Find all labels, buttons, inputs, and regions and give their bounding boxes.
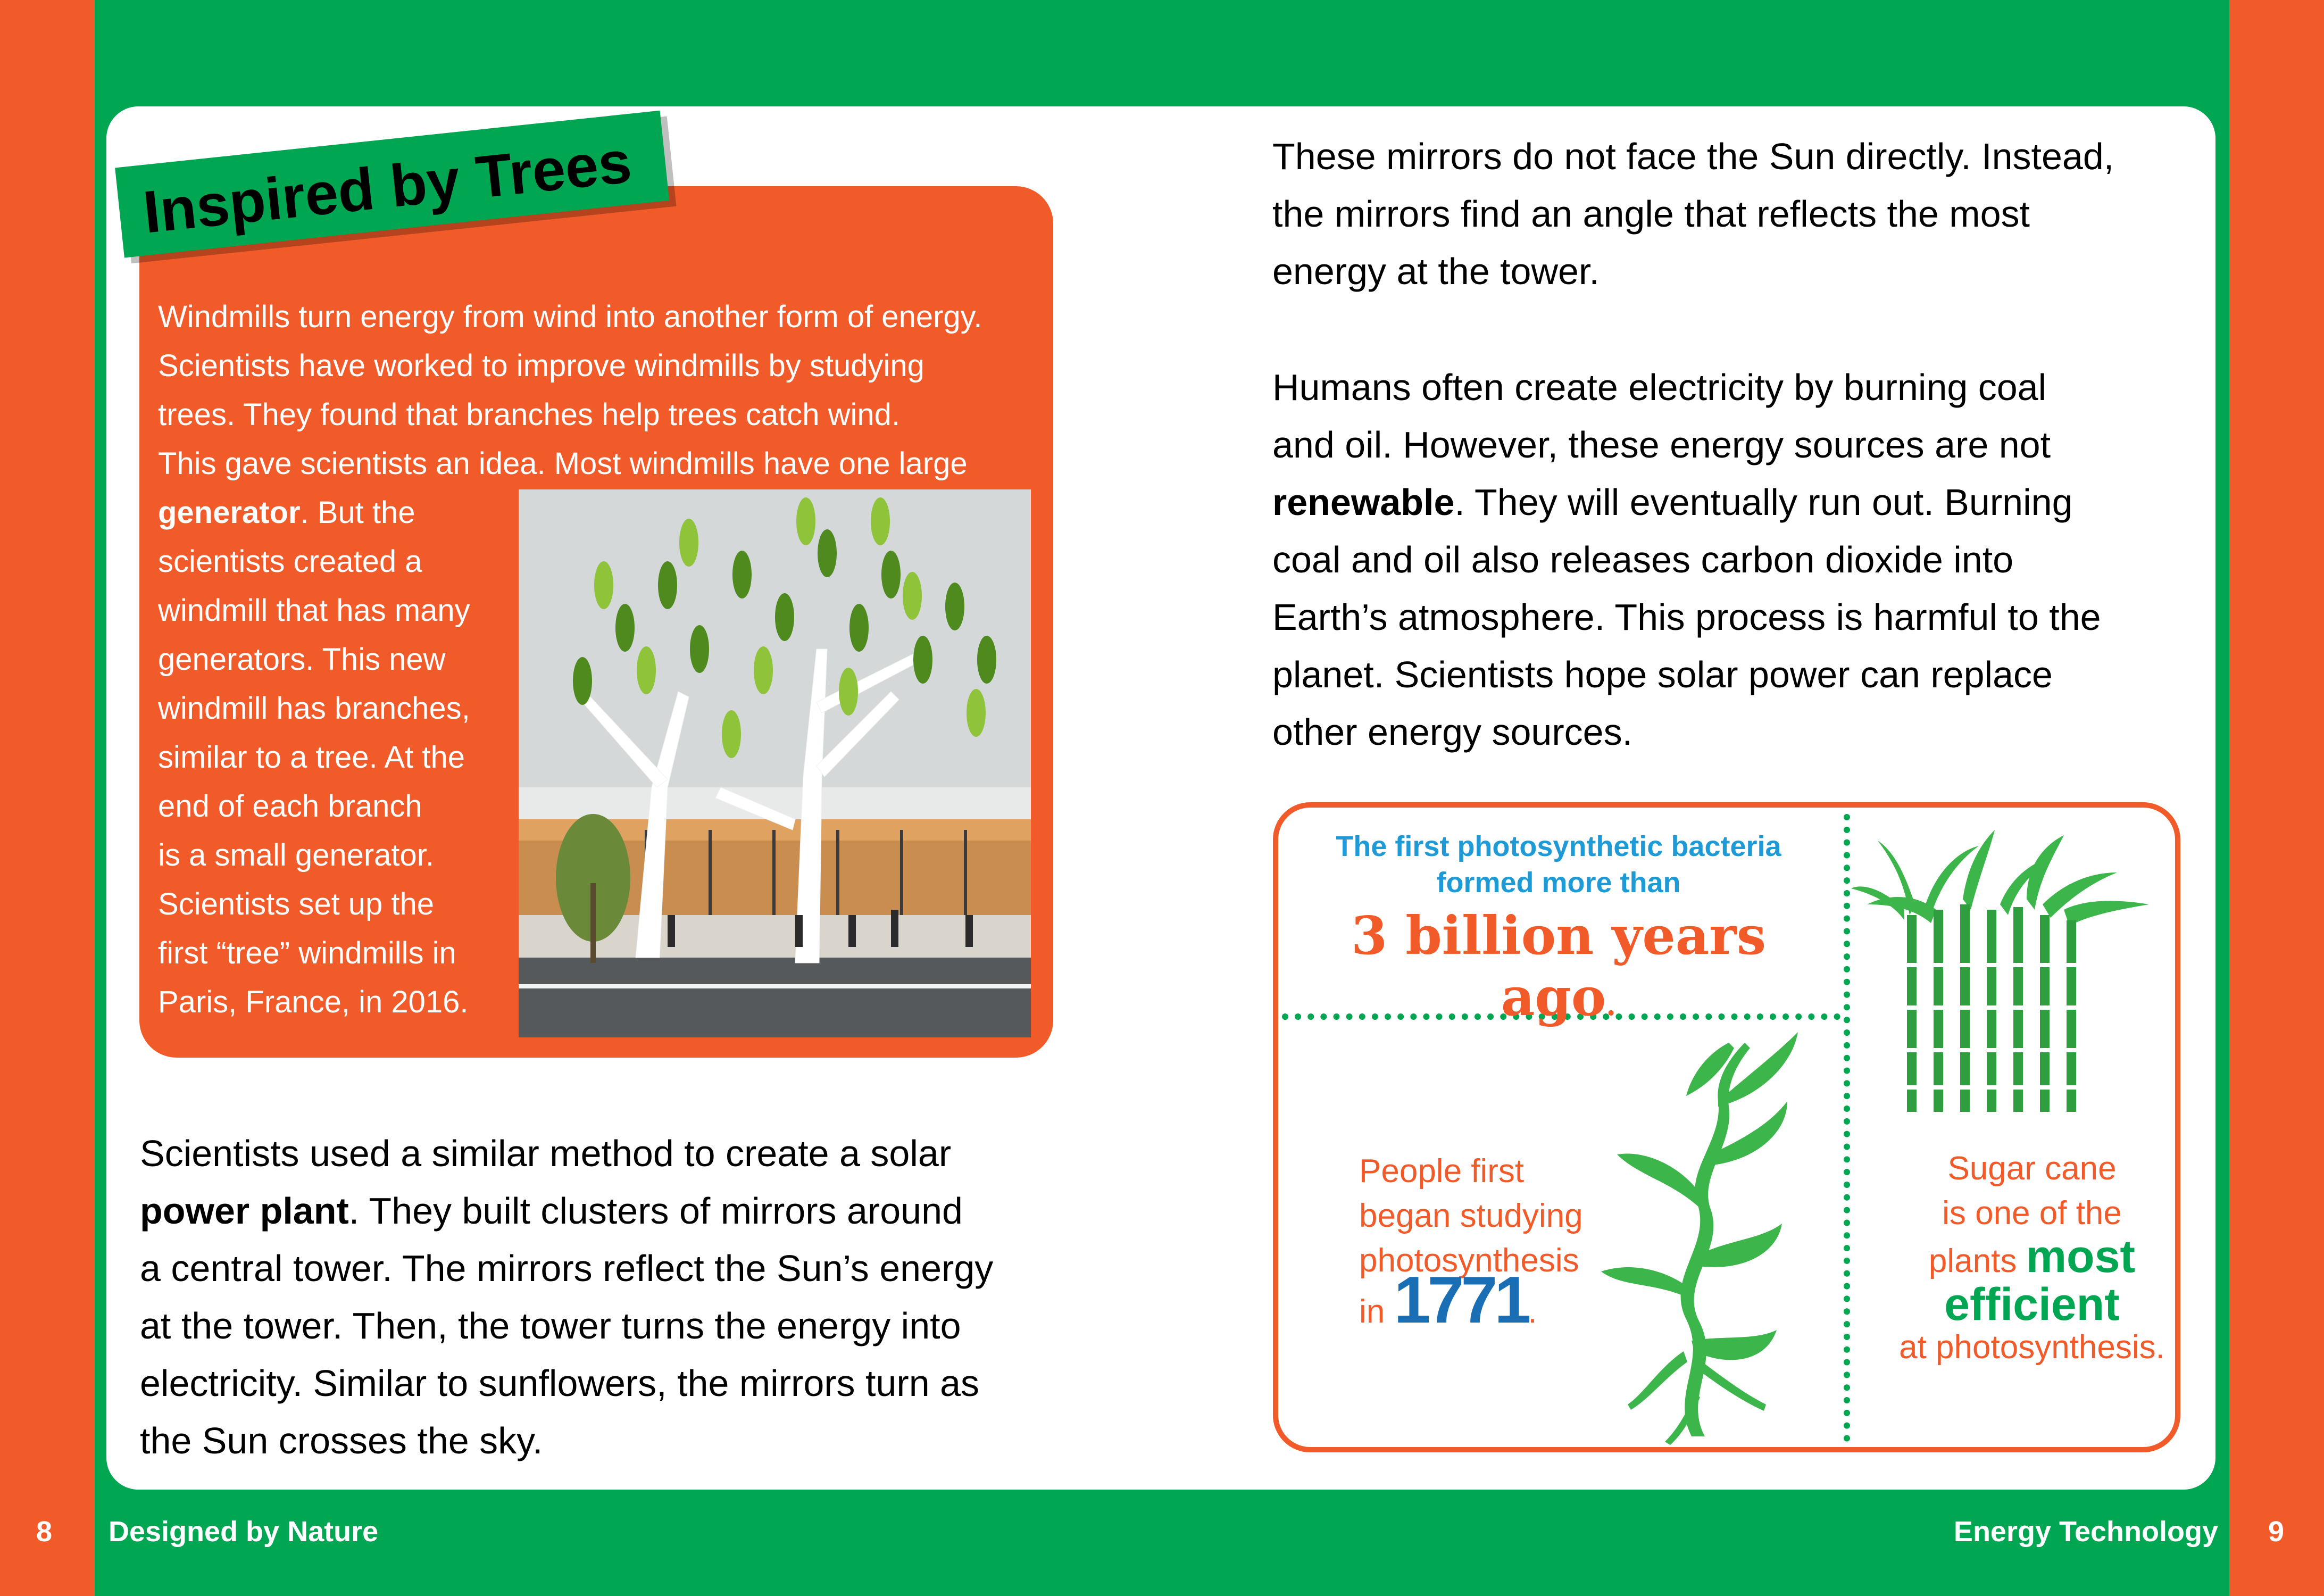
sidebar-line <box>158 488 509 537</box>
sidebar-line: windmill that has many <box>158 593 470 628</box>
body-line: other energy sources. <box>1272 711 1633 753</box>
sidebar-title: Inspired by Trees <box>140 128 635 246</box>
body-line: energy at the tower. <box>1272 251 1600 292</box>
sidebar-line: scientists created a <box>158 544 422 579</box>
fact-period: . <box>1528 1293 1537 1330</box>
fact-bacteria <box>1287 830 1830 1028</box>
glossary-term-generator[interactable]: generator <box>158 495 301 530</box>
body-line: and oil. However, these energy sources are not <box>1272 424 2051 466</box>
fact-highlight-text: 3 billion years ago <box>1351 905 1767 1028</box>
left-body-paragraph <box>140 1125 1071 1469</box>
body-line: Earth’s atmosphere. This process is harmful to the <box>1272 596 2101 638</box>
body-line: the mirrors find an angle that reflects the most <box>1272 193 2030 235</box>
fact-efficient: efficient <box>1944 1279 2120 1330</box>
fact-in: in <box>1359 1293 1394 1330</box>
sidebar-line: Windmills turn energy from wind into another form of energy. <box>158 300 982 334</box>
body-line: coal and oil also releases carbon dioxide into <box>1272 539 2014 580</box>
sidebar-line: trees. They found that branches help trees catch wind. <box>158 397 900 432</box>
glossary-term-power-plant[interactable]: power plant <box>140 1190 349 1232</box>
sidebar-line-rest: . But the <box>300 495 415 530</box>
footer-band <box>95 1484 2229 1596</box>
sidebar-line: Scientists set up the <box>158 887 435 921</box>
body-line <box>1272 473 2177 531</box>
fact-line: at photosynthesis. <box>1899 1329 2165 1366</box>
right-body-paragraph-1 <box>1272 128 2177 300</box>
fact-line: began studying <box>1359 1198 1583 1234</box>
sidebar-line: Scientists have worked to improve windmills by studying <box>158 348 924 383</box>
body-line-rest: . They built clusters of mirrors around <box>348 1190 963 1232</box>
fact-period: . <box>1606 988 1617 1022</box>
body-line: at the tower. Then, the tower turns the energy into <box>140 1305 961 1346</box>
fact-line <box>1872 1231 2192 1284</box>
fact-sugar-cane <box>1872 1146 2192 1370</box>
right-body-paragraph-2 <box>1272 359 2177 761</box>
sidebar-text-wide <box>158 293 1052 488</box>
footer-title-left: Designed by Nature <box>109 1516 379 1548</box>
page-number-right: 9 <box>2268 1516 2285 1548</box>
sidebar-line: similar to a tree. At the <box>158 740 465 775</box>
fact-line: Sugar cane <box>1947 1150 2117 1187</box>
body-line: Humans often create electricity by burning coal <box>1272 367 2047 408</box>
sidebar-line: is a small generator. <box>158 838 435 872</box>
fact-highlight <box>1287 905 1830 1028</box>
sidebar-line: This gave scientists an idea. Most windmills have one large <box>158 446 968 481</box>
infographic-divider-vertical <box>1844 814 1850 1442</box>
fact-line: is one of the <box>1942 1195 2122 1232</box>
fact-line: formed more than <box>1436 867 1681 899</box>
sidebar-title-banner <box>120 128 684 261</box>
fact-line: The first photosynthetic bacteria <box>1336 830 1781 862</box>
body-line-rest: . They will eventually run out. Burning <box>1454 481 2073 523</box>
fact-plants: plants <box>1928 1243 2026 1279</box>
fact-line: photosynthesis <box>1359 1242 1579 1279</box>
fact-line: People first <box>1359 1153 1525 1190</box>
sidebar-line: end of each branch <box>158 789 422 824</box>
body-line: planet. Scientists hope solar power can replace <box>1272 654 2053 695</box>
plant-vine-icon <box>1585 1021 1809 1447</box>
page-number-left: 8 <box>36 1516 53 1548</box>
sidebar-line: Paris, France, in 2016. <box>158 985 469 1019</box>
sidebar-line: first “tree” windmills in <box>158 936 456 970</box>
fact-most: most <box>2026 1231 2136 1282</box>
body-line <box>140 1182 1071 1240</box>
body-line: the Sun crosses the sky. <box>140 1420 543 1461</box>
sidebar-line: windmill has branches, <box>158 691 470 726</box>
sidebar-text-narrow <box>158 488 509 1027</box>
body-line: a central tower. The mirrors reflect the Sun’s energy <box>140 1248 994 1289</box>
body-line: electricity. Similar to sunflowers, the mirrors turn as <box>140 1362 980 1404</box>
body-line: Scientists used a similar method to create a solar <box>140 1133 952 1174</box>
body-line: These mirrors do not face the Sun directly. Instead, <box>1272 136 2114 177</box>
left-edge-band <box>0 0 95 1596</box>
tree-windmill-photo <box>519 489 1031 1037</box>
sidebar-line: generators. This new <box>158 642 446 677</box>
top-band <box>95 0 2229 106</box>
glossary-term-renewable[interactable]: renewable <box>1272 481 1455 523</box>
footer-title-right: Energy Technology <box>1953 1516 2218 1548</box>
sugar-cane-icon <box>1851 830 2160 1117</box>
fact-year: 1771 <box>1394 1264 1528 1337</box>
right-edge-band <box>2229 0 2324 1596</box>
